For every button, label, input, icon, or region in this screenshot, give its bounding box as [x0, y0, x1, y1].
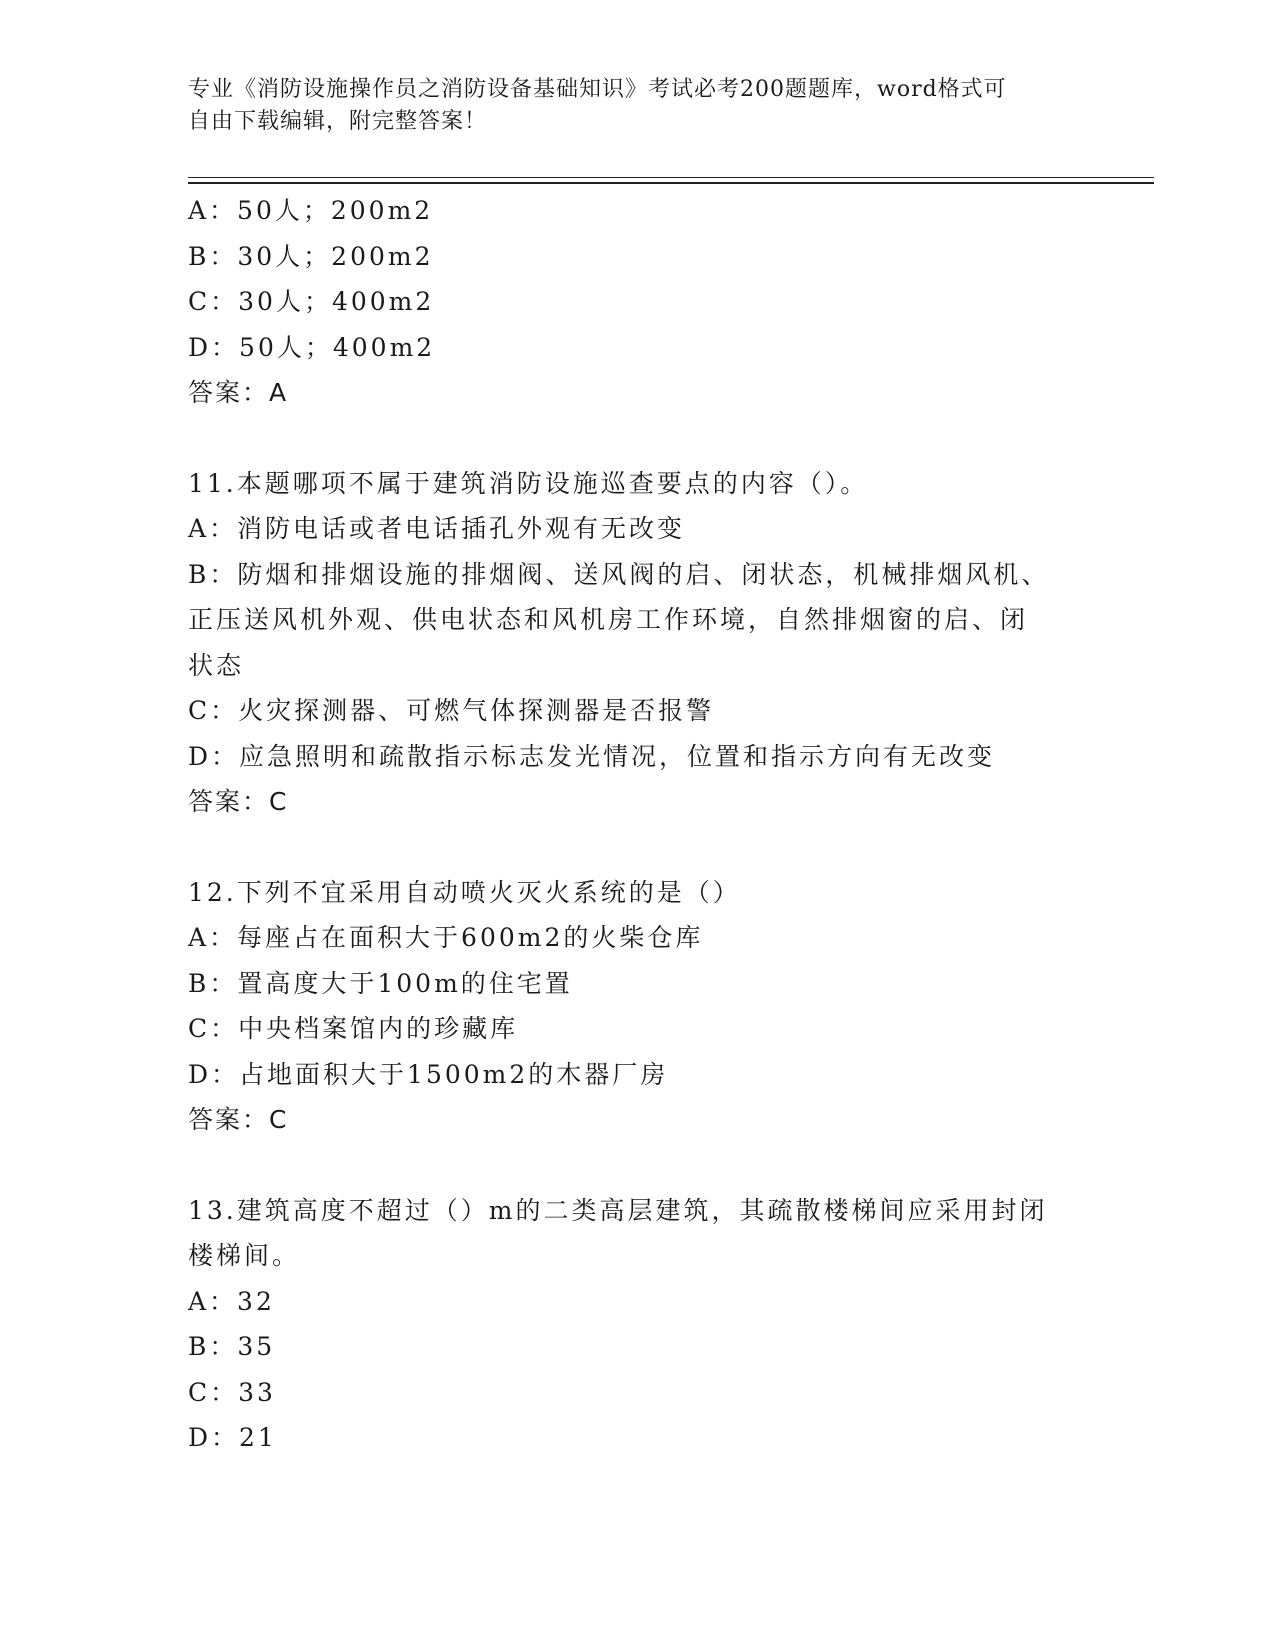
option-c: C：33 — [188, 1377, 276, 1407]
option-b: B：置高度大于100m的住宅置 — [188, 968, 573, 998]
question-stem: 12.下列不宜采用自动喷火灭火系统的是（） — [188, 877, 741, 907]
option-b: B：35 — [188, 1332, 276, 1361]
option-c: C：中央档案馆内的珍藏库 — [188, 1014, 519, 1043]
option-d: D：21 — [188, 1423, 277, 1452]
option-c: C：30人；400m2 — [188, 287, 435, 316]
option-d: D：占地面积大于1500m2的木器厂房 — [188, 1059, 669, 1089]
header-line-1: 专业《消防设施操作员之消防设备基础知识》考试必考200题题库，word格式可 — [188, 77, 1007, 102]
option-d: D：50人；400m2 — [188, 332, 436, 362]
option-b-continued: 正压送风机外观、供电状态和风机房工作环境，自然排烟窗的启、闭 — [188, 605, 1029, 634]
option-b-continued: 状态 — [188, 650, 245, 680]
option-b: B：30人；200m2 — [188, 241, 434, 271]
option-a: A：消防电话或者电话插孔外观有无改变 — [188, 514, 686, 543]
question-12 — [188, 870, 1068, 1143]
question-stem: 13.建筑高度不超过（）m的二类高层建筑，其疏散楼梯间应采用封闭 — [188, 1195, 1048, 1225]
answer-line: 答案：C — [188, 1105, 289, 1134]
option-a: A：每座占在面积大于600m2的火柴仓库 — [188, 923, 704, 952]
header-divider-thick — [188, 182, 1154, 184]
option-c: C：火灾探测器、可燃气体探测器是否报警 — [188, 696, 715, 725]
prev-question-block — [188, 188, 1068, 416]
option-a: A：32 — [188, 1286, 275, 1316]
header-divider-thin — [188, 177, 1154, 178]
option-a: A：50人；200m2 — [188, 196, 434, 225]
question-list — [188, 188, 1068, 1461]
question-stem-continued: 楼梯间。 — [188, 1241, 301, 1270]
header-line-2: 自由下载编辑，附完整答案！ — [188, 109, 488, 134]
answer-line: 答案：C — [188, 787, 289, 816]
question-stem: 11.本题哪项不属于建筑消防设施巡查要点的内容（）。 — [188, 468, 869, 498]
document-header — [188, 74, 1068, 138]
option-d: D：应急照明和疏散指示标志发光情况，位置和指示方向有无改变 — [188, 741, 996, 771]
answer-line: 答案：A — [188, 378, 289, 407]
question-13 — [188, 1188, 1068, 1461]
question-11 — [188, 461, 1068, 825]
option-b: B：防烟和排烟设施的排烟阀、送风阀的启、闭状态，机械排烟风机、 — [188, 559, 1050, 589]
